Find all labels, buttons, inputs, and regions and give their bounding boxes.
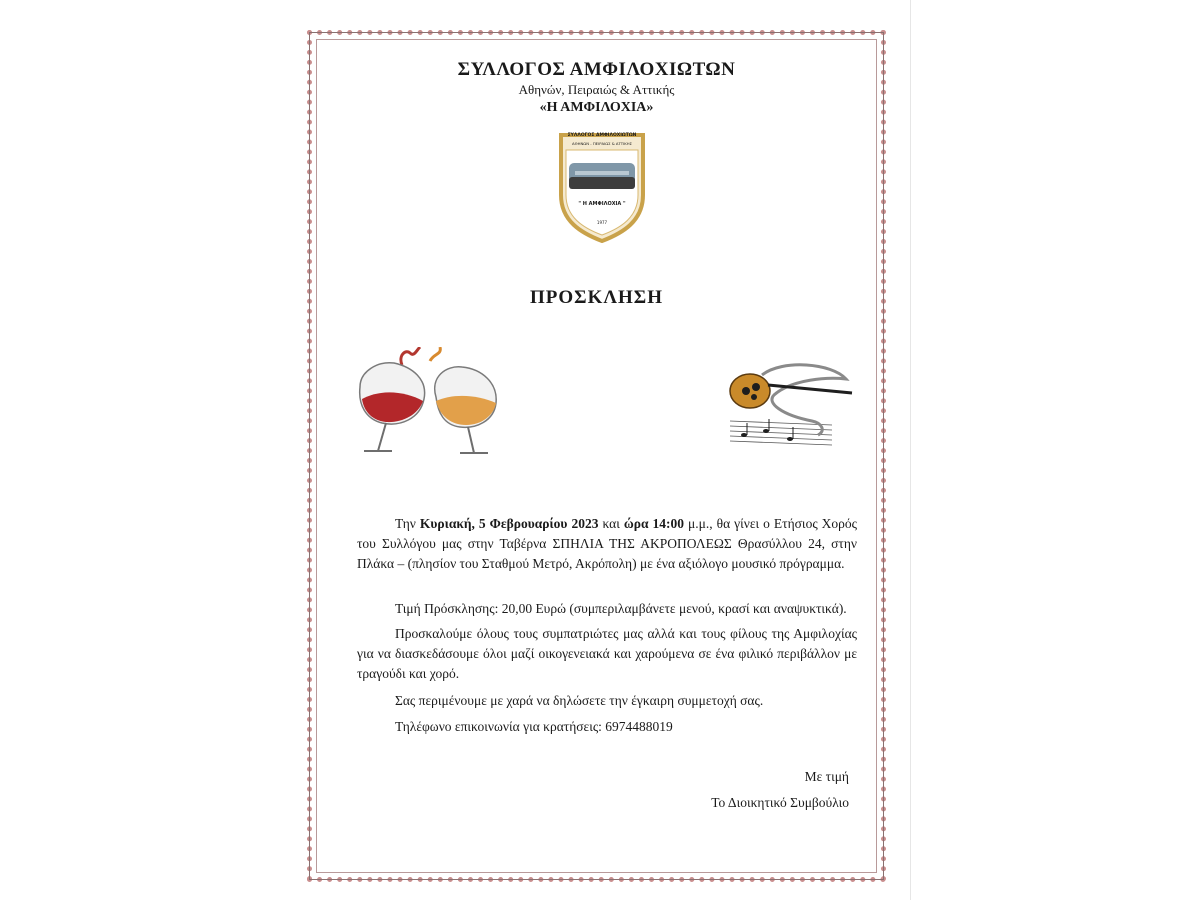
- invitation-page: [307, 30, 886, 882]
- org-nickname: «Η ΑΜΦΙΛΟΧΙΑ»: [539, 100, 654, 115]
- event-text-rest: μ.μ., θα γίνει ο Ετήσιος Χορός του Συλλόγου μας στην Ταβέρνα ΣΠΗΛΙΑ ΤΗΣ ΑΚΡΟΠΟΛΕΩΣ Θρασύλλου 24, στην Πλάκα – (πλησίον του Σταθμού Μετρό, Ακρόπολη) με ένα αξιόλογο μουσικό πρόγραμμα.: [357, 516, 858, 571]
- event-time: ώρα 14:00: [623, 516, 684, 531]
- wine-glasses-icon: [350, 347, 505, 457]
- org-name: ΣΥΛΛΟΓΟΣ ΑΜΦΙΛΟΧΙΩΤΩΝ: [457, 59, 736, 80]
- closing-regards: Με τιμή: [804, 769, 849, 784]
- logo-top-text: ΣΥΛΛΟΓΟΣ ΑΜΦΙΛΟΧΙΩΤΩΝ: [567, 133, 637, 138]
- org-subtitle: Αθηνών, Πειραιώς & Αττικής: [518, 82, 675, 97]
- event-text-mid: και: [598, 516, 624, 531]
- page-title: ΠΡΟΣΚΛΗΣΗ: [530, 287, 663, 308]
- event-paragraph: [357, 514, 857, 574]
- event-text-prefix: Την: [395, 516, 420, 531]
- sheet-edge: [910, 0, 911, 900]
- association-logo: [555, 133, 649, 243]
- closing-signature: Το Διοικητικό Συμβούλιο: [711, 795, 849, 810]
- logo-year: 1977: [596, 220, 608, 225]
- rsvp-paragraph: Σας περιμένουμε με χαρά να δηλώσετε την έγκαιρη συμμετοχή σας.: [395, 693, 764, 708]
- logo-shield-icon: [555, 133, 649, 243]
- invite-paragraph: Προσκαλούμε όλους τους συμπατριώτες μας αλλά και τους φίλους της Αμφιλοχίας για να διασκεδάσουμε όλοι μαζί οικογενειακά και χαρούμενα σε ένα φιλικό περιβάλλον με τραγούδι και χορό.: [357, 626, 857, 681]
- price-paragraph: Τιμή Πρόσκλησης: 20,00 Ευρώ (συμπεριλαμβάνετε μενού, κρασί και αναψυκτικά).: [395, 601, 847, 616]
- event-date: Κυριακή, 5 Φεβρουαρίου 2023: [419, 516, 599, 531]
- phone-paragraph: Τηλέφωνο επικοινωνία για κρατήσεις: 6974488019: [395, 719, 673, 734]
- logo-nickname: " Η ΑΜΦΙΛΟΧΙΑ ": [578, 201, 626, 207]
- logo-sub-text: ΑΘΗΝΩΝ - ΠΕΙΡΑΙΩΣ & ΑΤΤΙΚΗΣ: [572, 141, 632, 146]
- bouzouki-music-icon: [722, 355, 862, 450]
